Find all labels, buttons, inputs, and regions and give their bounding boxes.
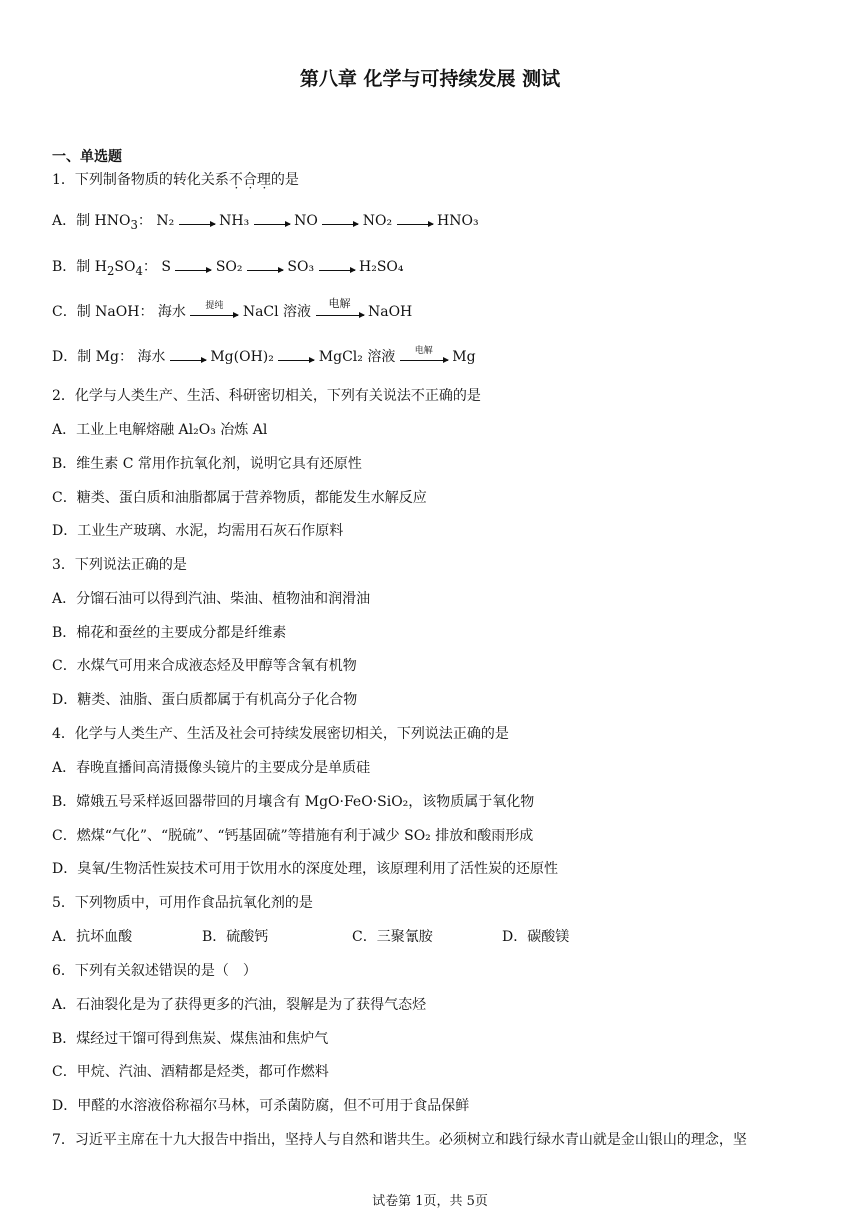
question-6-option-a: A．石油裂化是为了获得更多的汽油，裂解是为了获得气态烃	[52, 997, 427, 1013]
reaction-arrow	[170, 354, 206, 361]
reaction-arrow	[254, 218, 290, 225]
question-1-option-b: B．制 $H_2SO_4$： S SO₂ SO₃ H₂SO₄	[52, 259, 404, 278]
question-3-option-c: C．水煤气可用来合成液态烃及甲醇等含氧有机物	[52, 658, 357, 674]
question-2-stem: 2．化学与人类生产、生活、科研密切相关，下列有关说法不正确的是	[52, 388, 481, 404]
reaction-arrow: 提纯	[190, 309, 238, 316]
reaction-arrow: 电解	[316, 309, 364, 316]
section-heading: 一、单选题	[52, 149, 122, 165]
question-5-option-d: D．碳酸镁	[502, 929, 570, 945]
question-6-stem: 6．下列有关叙述错误的是（ ）	[52, 963, 257, 979]
reaction-arrow	[179, 218, 215, 225]
reaction-arrow	[278, 354, 314, 361]
question-7-stem: 7．习近平主席在十九大报告中指出，坚持人与自然和谐共生。必须树立和践行绿水青山就是金山银山的理念，坚	[52, 1132, 747, 1148]
question-1-stem: 1．下列制备物质的转化关系不合理的是	[52, 172, 299, 188]
reaction-arrow	[397, 218, 433, 225]
question-1-option-d: D．制 Mg： 海水 Mg(OH)₂ MgCl₂ 溶液 电解 Mg	[52, 345, 476, 365]
question-2-option-c: C．糖类、蛋白质和油脂都属于营养物质，都能发生水解反应	[52, 490, 427, 506]
page-footer: 试卷第 1页，共 5页	[372, 1194, 488, 1209]
question-3-option-d: D．糖类、油脂、蛋白质都属于有机高分子化合物	[52, 692, 358, 708]
question-2-option-b: B．维生素 C 常用作抗氧化剂，说明它具有还原性	[52, 456, 362, 472]
question-5-option-a: A．抗坏血酸	[52, 929, 133, 945]
question-1-option-c: C．制 NaOH： 海水 提纯 NaCl 溶液 电解 NaOH	[52, 296, 413, 320]
question-5-stem: 5．下列物质中，可用作食品抗氧化剂的是	[52, 895, 313, 911]
question-3-option-a: A．分馏石油可以得到汽油、柴油、植物油和润滑油	[52, 591, 371, 607]
question-5-option-c: C．三聚氰胺	[352, 929, 433, 945]
question-6-option-b: B．煤经过干馏可得到焦炭、煤焦油和焦炉气	[52, 1031, 329, 1047]
reaction-arrow	[322, 218, 358, 225]
reaction-arrow	[175, 264, 211, 271]
reaction-arrow	[247, 264, 283, 271]
page-title: 第八章 化学与可持续发展 测试	[299, 68, 561, 90]
question-3-stem: 3．下列说法正确的是	[52, 557, 187, 573]
question-4-option-d: D．臭氧/生物活性炭技术可用于饮用水的深度处理，该原理利用了活性炭的还原性	[52, 861, 558, 877]
question-4-option-a: A．春晚直播间高清摄像头镜片的主要成分是单质硅	[52, 760, 371, 776]
question-2-option-d: D．工业生产玻璃、水泥，均需用石灰石作原料	[52, 523, 344, 539]
question-5-option-b: B．硫酸钙	[202, 929, 269, 945]
question-6-option-d: D．甲醛的水溶液俗称福尔马林，可杀菌防腐，但不可用于食品保鲜	[52, 1098, 470, 1114]
question-3-option-b: B．棉花和蚕丝的主要成分都是纤维素	[52, 625, 287, 641]
question-4-stem: 4．化学与人类生产、生活及社会可持续发展密切相关，下列说法正确的是	[52, 726, 509, 742]
question-4-option-b: B．嫦娥五号采样返回器带回的月壤含有 MgO·FeO·SiO₂，该物质属于氧化物	[52, 794, 535, 810]
question-4-option-c: C．燃煤“气化”、“脱硫”、“钙基固硫”等措施有利于减少 SO₂ 排放和酸雨形成	[52, 828, 534, 844]
question-6-option-c: C．甲烷、汽油、酒精都是烃类，都可作燃料	[52, 1064, 329, 1080]
question-5-options	[52, 928, 569, 946]
reaction-arrow	[319, 264, 355, 271]
question-2-option-a: A．工业上电解熔融 Al₂O₃ 冶炼 Al	[52, 422, 268, 438]
question-1-option-a: A．制 $HNO_3$： N₂ NH₃ NO NO₂ HNO₃	[52, 213, 479, 232]
reaction-arrow: 电解	[400, 354, 448, 361]
